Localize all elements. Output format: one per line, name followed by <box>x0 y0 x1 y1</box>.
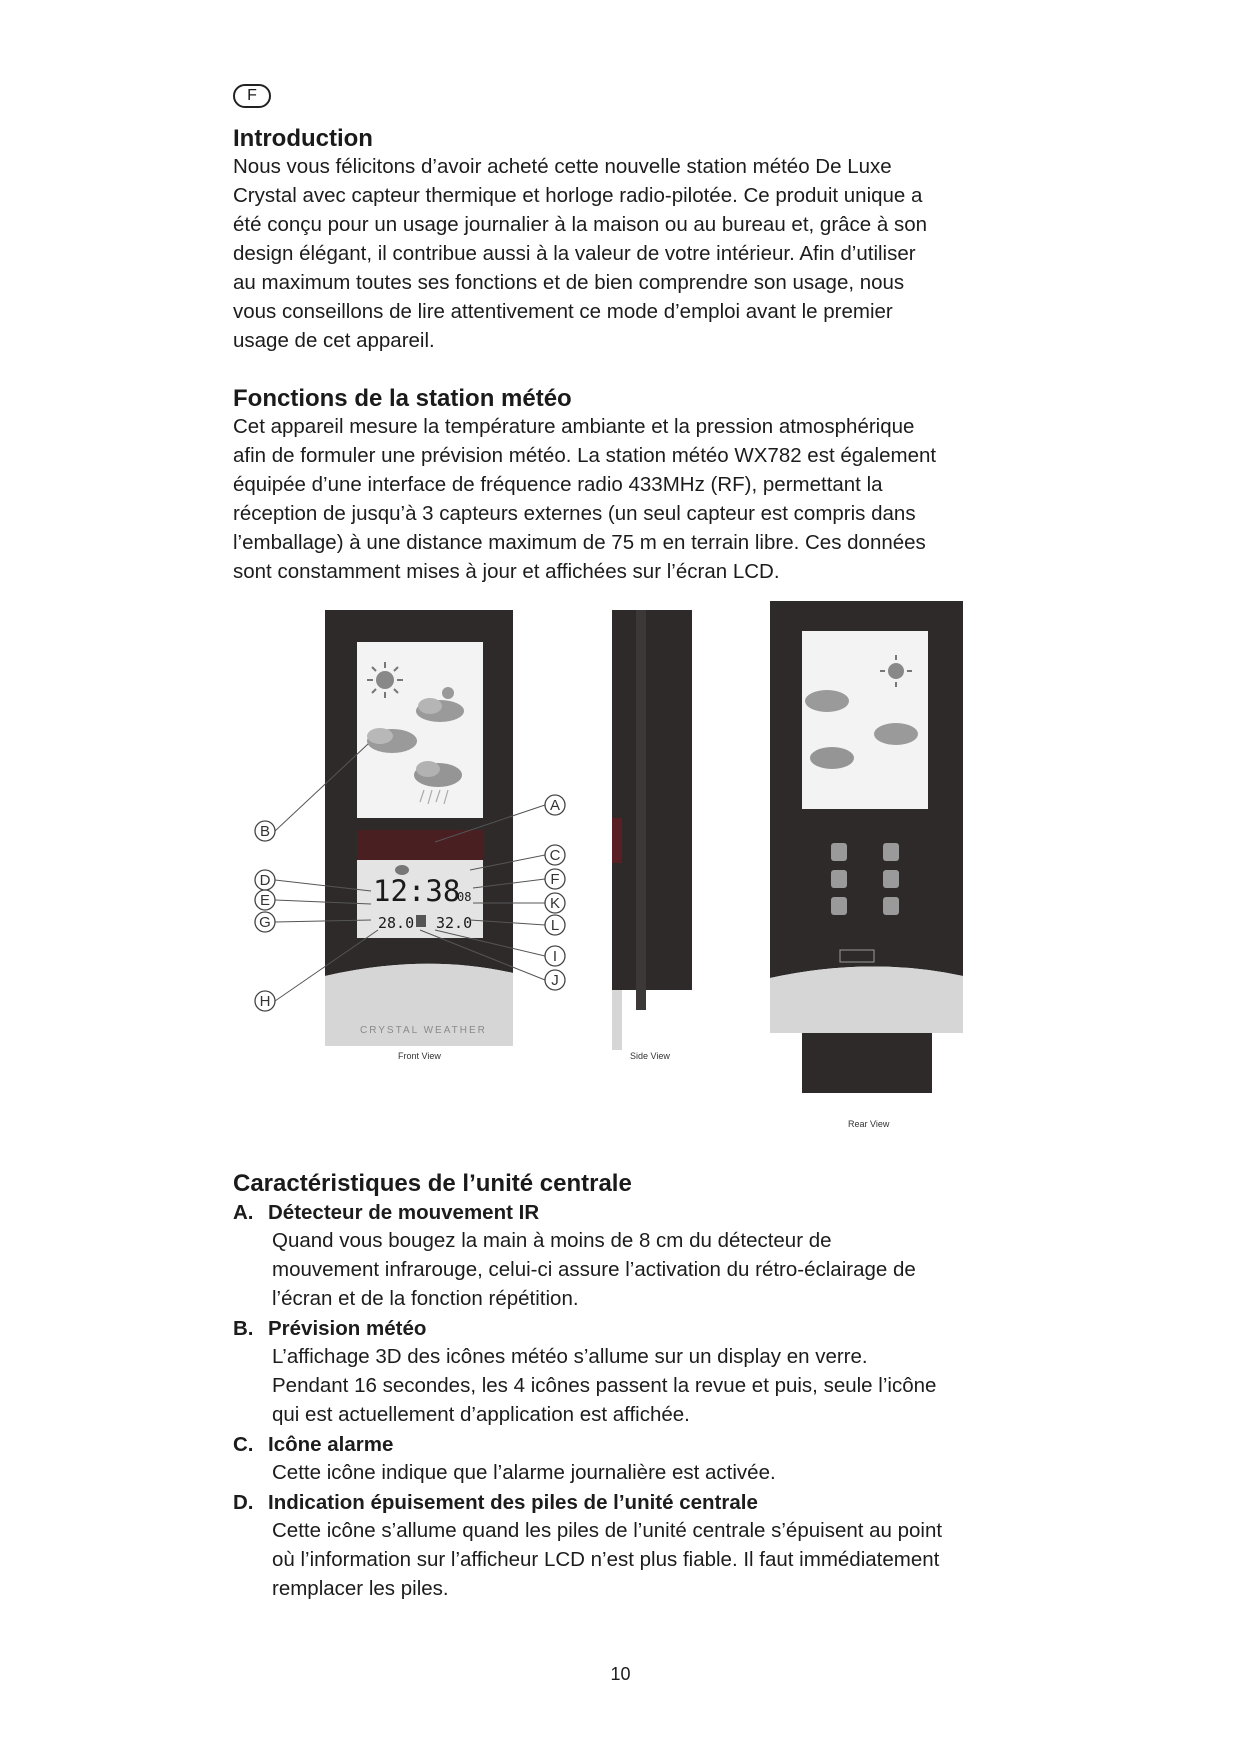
functions-line: réception de jusqu’à 3 capteurs externes (un seul capteur est compris dans <box>233 502 916 525</box>
features-heading: Caractéristiques de l’unité centrale <box>233 1170 632 1197</box>
svg-text:F: F <box>550 871 560 888</box>
lcd-temp-out: 32.0 <box>436 914 473 932</box>
functions-line: Cet appareil mesure la température ambiante et la pression atmosphérique <box>233 415 915 438</box>
callout-F <box>545 869 565 889</box>
feature-text-b: L’affichage 3D des icônes météo s’allume sur un display en verre. Pendant 16 secondes, les 4 icônes passent la revue et puis, seule l’icône qui est actuellement d’application est affichée. <box>272 1345 937 1426</box>
functions-paragraph <box>233 412 1033 586</box>
feature-title-b: B. Prévision météo <box>233 1317 427 1340</box>
intro-line: Crystal avec capteur thermique et horloge radio-pilotée. Ce produit unique a <box>233 184 923 207</box>
svg-text:A: A <box>549 797 561 814</box>
functions-line: afin de formuler une prévision météo. La station météo WX782 est également <box>233 444 937 467</box>
feature-title-c: C. Icône alarme <box>233 1433 394 1456</box>
feature-title-a: A. Détecteur de mouvement IR <box>233 1201 540 1224</box>
functions-line: équipée d’une interface de fréquence radio 433MHz (RF), permettant la <box>233 473 883 496</box>
svg-text:E: E <box>259 892 271 909</box>
feature-text-c: Cette icône indique que l’alarme journalière est activée. <box>272 1461 776 1484</box>
intro-line: été conçu pour un usage journalier à la maison ou au bureau et, grâce à son <box>233 213 928 236</box>
intro-line: Nous vous félicitons d’avoir acheté cette nouvelle station météo De Luxe <box>233 155 892 178</box>
intro-line: vous conseillons de lire attentivement ce mode d’emploi avant le premier <box>233 300 893 323</box>
rear-cloudy-icon <box>805 690 849 712</box>
rear-button[interactable] <box>883 843 899 861</box>
intro-heading: Introduction <box>233 125 373 152</box>
rear-rain-icon <box>810 747 854 769</box>
rear-button[interactable] <box>831 897 847 915</box>
feature-title-d: D. Indication épuisement des piles de l’unité centrale <box>233 1491 758 1514</box>
intro-line: usage de cet appareil. <box>233 329 435 352</box>
rear-glass-panel <box>802 631 928 809</box>
callout-K <box>545 893 565 913</box>
svg-text:C: C <box>549 847 561 864</box>
svg-text:I: I <box>552 948 558 965</box>
svg-text:G: G <box>259 914 271 931</box>
functions-line: sont constamment mises à jour et affichées sur l’écran LCD. <box>233 560 780 583</box>
rear-view-label: Rear View <box>848 1119 890 1129</box>
rear-button[interactable] <box>831 870 847 888</box>
callout-B <box>255 821 275 841</box>
rear-button[interactable] <box>883 870 899 888</box>
side-ir-window <box>612 818 622 863</box>
ir-sensor-window <box>357 830 483 860</box>
functions-heading: Fonctions de la station météo <box>233 385 572 412</box>
functions-line: l’emballage) à une distance maximum de 75 m en terrain libre. Ces données <box>233 531 926 554</box>
lcd-seconds: 08 <box>457 890 472 904</box>
page-number: 10 <box>610 1664 631 1684</box>
svg-text:J: J <box>551 972 559 989</box>
feature-text-a: Quand vous bougez la main à moins de 8 cm du détecteur de mouvement infrarouge, celui-ci assure l’activation du rétro-éclairage de l’écran et de la fonction répétition. <box>272 1229 916 1310</box>
feature-text-d: Cette icône s’allume quand les piles de l’unité centrale s’épuisent au point où l’information sur l’afficheur LCD n’est plus fiable. Il faut immédiatement remplacer les piles. <box>272 1519 943 1600</box>
intro-line: au maximum toutes ses fonctions et de bien comprendre son usage, nous <box>233 271 905 294</box>
intro-line: design élégant, il contribue aussi à la valeur de votre intérieur. Afin d’utiliser <box>233 242 916 265</box>
product-figure <box>230 598 980 1138</box>
callout-A <box>545 795 565 815</box>
front-view <box>325 610 513 1061</box>
callout-I <box>545 946 565 966</box>
callout-J <box>545 970 565 990</box>
front-view-label: Front View <box>398 1051 441 1061</box>
intro-paragraph <box>233 152 1033 355</box>
lcd-temp-in: 28.0 <box>378 914 415 932</box>
callout-L <box>545 915 565 935</box>
rf-signal-icon <box>416 915 426 927</box>
svg-text:L: L <box>550 917 560 934</box>
svg-text:B: B <box>259 823 271 840</box>
callout-G <box>255 912 275 932</box>
brand-label: CRYSTAL WEATHER <box>360 1025 487 1036</box>
language-badge: F <box>233 84 271 108</box>
side-view <box>612 610 692 1061</box>
callout-C <box>545 845 565 865</box>
rear-button[interactable] <box>883 897 899 915</box>
lcd-time: 12:38 <box>373 874 461 908</box>
callout-H <box>255 991 275 1011</box>
rear-view <box>770 601 963 1129</box>
svg-text:D: D <box>259 872 271 889</box>
rear-stand <box>802 1033 932 1093</box>
sun-icon <box>367 662 403 698</box>
side-view-label: Side View <box>630 1051 670 1061</box>
rear-cloud-icon <box>874 723 918 745</box>
callout-E <box>255 890 275 910</box>
svg-text:K: K <box>549 895 561 912</box>
rear-button[interactable] <box>831 843 847 861</box>
callout-D <box>255 870 275 890</box>
svg-text:H: H <box>259 993 271 1010</box>
